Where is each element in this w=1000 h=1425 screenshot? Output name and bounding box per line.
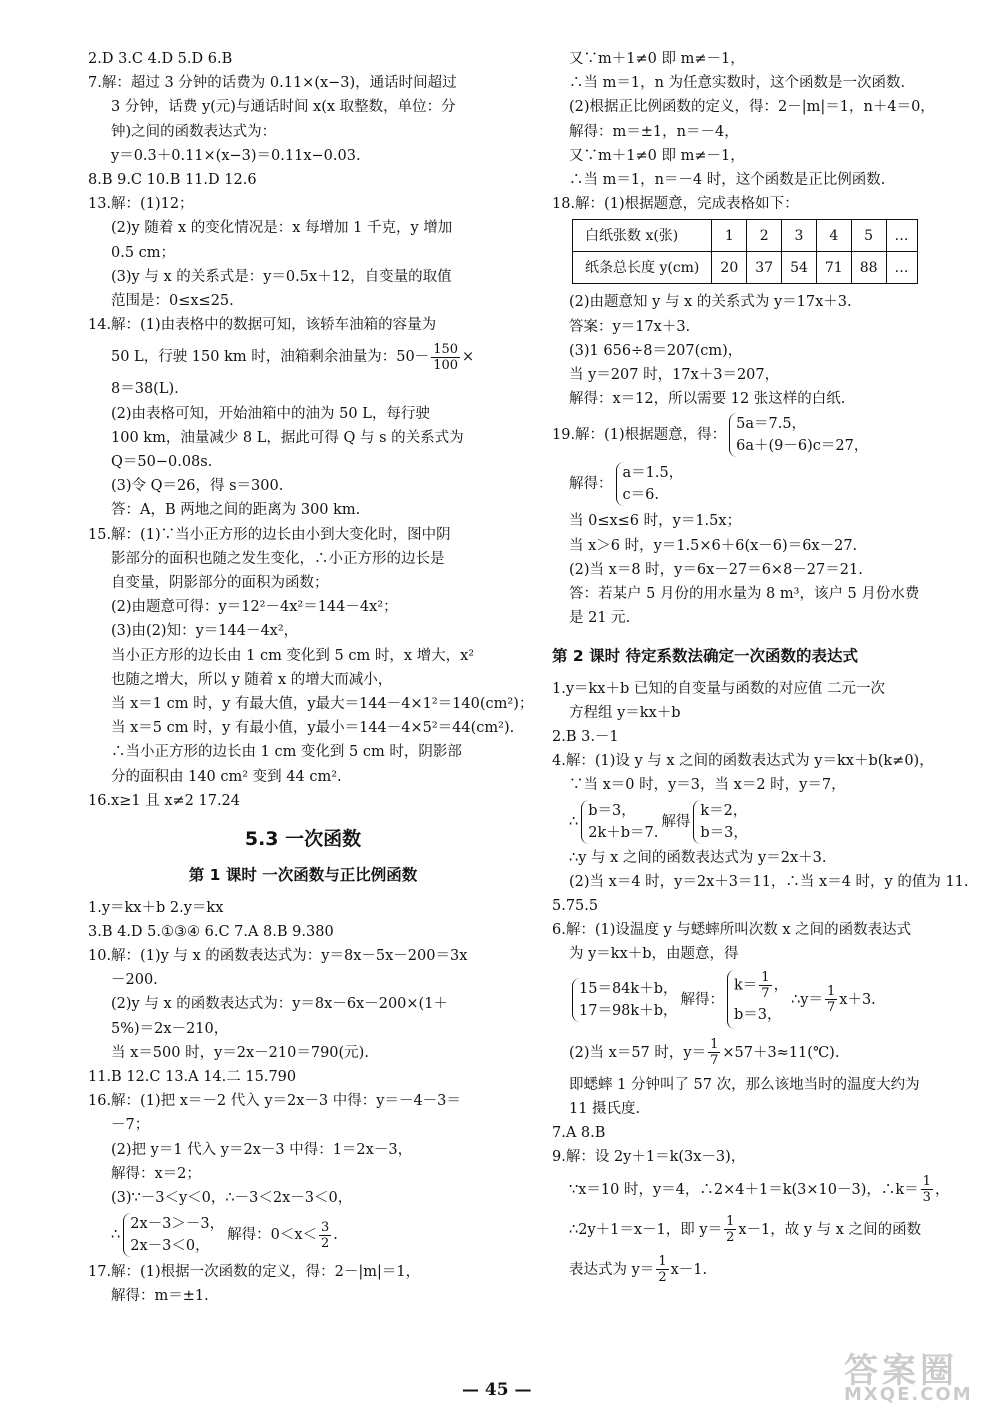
answer-line: ∴当 m＝1，n 为任意实数时，这个函数是一次函数. bbox=[569, 75, 906, 92]
answer-line: 解得：x＝2； bbox=[111, 1165, 201, 1182]
answer-line: 解得：m＝±1，n＝－4， bbox=[569, 123, 739, 140]
table-cell: 3 bbox=[782, 220, 817, 252]
answer-line: (2)y 与 x 的函数表达式为：y＝8x－6x－200×(1＋ bbox=[111, 996, 448, 1013]
answer-line: (2)当 x＝4 时，y＝2x＋3＝11，∴当 x＝4 时，y 的值为 11. bbox=[569, 873, 969, 890]
answer-line: 解得： a＝1.5， c＝6. bbox=[552, 459, 972, 509]
fraction: $\frac{1}{2}$ bbox=[658, 1254, 667, 1285]
equation-system: 15＝84k＋b， 17＝98k＋b， bbox=[572, 978, 677, 1022]
answer-line: ∴当小正方形的边长由 1 cm 变化到 5 cm 时，阴影部 bbox=[111, 744, 462, 761]
answer-line: 17.解：(1)根据一次函数的定义，得：2－|m|＝1， bbox=[88, 1264, 421, 1281]
answer-line: 为 y＝kx＋b，由题意，得 bbox=[569, 946, 739, 963]
answer-line: 4.解：(1)设 y 与 x 之间的函数表达式为 y＝kx＋b(k≠0)， bbox=[552, 753, 934, 770]
answer-line: 16.解：(1)把 x＝－2 代入 y＝2x－3 中得：y＝－4－3＝ bbox=[88, 1093, 461, 1110]
fraction: $\frac{1}{7}$ bbox=[826, 984, 836, 1016]
equation-system: a＝1.5， c＝6. bbox=[616, 462, 684, 506]
answer-line: (3)y 与 x 的关系式是：y＝0.5x＋12，自变量的取值 bbox=[111, 268, 452, 285]
answer-line: 影部分的面积也随之发生变化，∴小正方形的边长是 bbox=[111, 550, 445, 567]
answer-line: 自变量，阴影部分的面积为函数； bbox=[111, 575, 329, 592]
answer-line: 是 21 元. bbox=[569, 610, 631, 627]
table-cell: 白纸张数 x(张) bbox=[573, 220, 712, 252]
answer-line: －200. bbox=[111, 972, 158, 989]
answer-line: 答：A，B 两地之间的距离为 300 km. bbox=[111, 502, 361, 519]
answer-line: (2)当 x＝8 时，y＝6x－27＝6×8－27＝21. bbox=[569, 561, 863, 578]
answer-line: 16.x≥1 且 x≠2 17.24 bbox=[88, 792, 241, 809]
answer-line: (2)由题意可得：y＝12²－4x²＝144－4x²； bbox=[111, 599, 398, 616]
answer-line: 19.解：(1)根据题意，得： 5a＝7.5， 6a＋(9－6)c＝27， bbox=[552, 411, 972, 459]
answer-line: (2)由题意知 y 与 x 的关系式为 y＝17x＋3. bbox=[569, 294, 852, 311]
answer-line: (3)∵－3＜y＜0，∴－3＜2x－3＜0， bbox=[111, 1189, 353, 1206]
table-cell: 1 bbox=[712, 220, 747, 252]
answer-line: 14.解：(1)由表格中的数据可知，该轿车油箱的容量为 bbox=[88, 317, 437, 334]
equation-system: 2x－3＞－3， 2x－3＜0， bbox=[123, 1213, 224, 1257]
answer-line: (2)y 随着 x 的变化情况是：x 每增加 1 千克，y 增加 bbox=[111, 220, 453, 237]
answer-line: 9.解：设 2y＋1＝k(3x－3)， bbox=[552, 1149, 746, 1166]
answer-line: (2)当 x＝57 时，y＝ $\frac{1}{7}$ ×57＋3≈11(℃). bbox=[569, 1037, 840, 1069]
fraction: $\frac{150}{100}$ bbox=[433, 341, 459, 373]
answer-line: 11.B 12.C 13.A 14.二 15.790 bbox=[88, 1068, 297, 1085]
answer-line: －7； bbox=[111, 1117, 150, 1134]
answer-line: 当小正方形的边长由 1 cm 变化到 5 cm 时，x 增大，x² bbox=[111, 647, 475, 664]
lesson-title: 第 2 课时 待定系数法确定一次函数的表达式 bbox=[552, 647, 858, 666]
answer-line: 7.解：超过 3 分钟的话费为 0.11×(x−3)，通话时间超过 bbox=[88, 75, 457, 92]
answer-line: 当 y＝207 时，17x＋3＝207， bbox=[569, 367, 780, 384]
table-cell: 5 bbox=[851, 220, 886, 252]
answer-line: 3.B 4.D 5.①③④ 6.C 7.A 8.B 9.380 bbox=[88, 923, 334, 940]
answer-line: 当 x＝1 cm 时，y 有最大值，y最大＝144－4×1²＝140(cm²)； bbox=[111, 696, 534, 713]
equation-system: k＝2， b＝3， bbox=[693, 800, 748, 844]
answer-line: 8＝38(L). bbox=[111, 381, 179, 398]
answer-line: ∵当 x＝0 时，y＝3，当 x＝2 时，y＝7， bbox=[569, 777, 846, 794]
table-row bbox=[573, 252, 918, 284]
answer-line: 当 x＝5 cm 时，y 有最小值，y最小＝144－4×5²＝44(cm²). bbox=[111, 720, 515, 737]
answer-line: 0.5 cm； bbox=[111, 244, 176, 261]
answer-line: 又∵m＋1≠0 即 m≠－1， bbox=[569, 51, 745, 67]
data-table bbox=[572, 219, 918, 284]
fraction: $\frac{1}{7}$ bbox=[710, 1037, 719, 1069]
answer-line: 1.y＝kx＋b 2.y＝kx bbox=[88, 899, 224, 916]
page-number: — 45 — bbox=[462, 1380, 532, 1400]
answer-line: (2)根据正比例函数的定义，得：2－|m|＝1，n＋4＝0， bbox=[569, 99, 935, 116]
answer-line: 分的面积由 140 cm² 变到 44 cm². bbox=[111, 768, 342, 785]
answer-line: 11 摄氏度. bbox=[569, 1100, 641, 1117]
answer-line: ∴2y＋1＝x－1，即 y＝ $\frac{1}{2}$ x－1，故 y 与 x 之间的函数 bbox=[569, 1214, 922, 1245]
table-cell: 20 bbox=[712, 252, 747, 284]
answer-line: (3)令 Q＝26，得 s＝300. bbox=[111, 478, 284, 495]
answer-line: ∴y 与 x 之间的函数表达式为 y＝2x＋3. bbox=[569, 849, 827, 866]
answer-line: 又∵m＋1≠0 即 m≠－1， bbox=[569, 147, 745, 164]
table-cell: 71 bbox=[816, 252, 851, 284]
answer-line: 解得：x＝12，所以需要 12 张这样的白纸. bbox=[569, 391, 846, 408]
fraction: $\frac{1}{2}$ bbox=[726, 1214, 735, 1245]
right-column bbox=[552, 47, 972, 1290]
answer-line: ∴ b＝3， 2k＋b＝7. 解得 k＝2， b＝3， bbox=[552, 798, 972, 846]
answer-line: 解得：m＝±1. bbox=[111, 1288, 209, 1305]
answer-line: 即蟋蟀 1 分钟叫了 57 次，那么该地当时的温度大约为 bbox=[569, 1076, 920, 1093]
answer-line: 5%)＝2x－210， bbox=[111, 1020, 229, 1037]
answer-line: 15＝84k＋b， 17＝98k＋b， 解得： k＝ $\frac{1}{7}$ ， b＝3， ∴y＝ $\frac{1}{7}$ x＋3. bbox=[552, 967, 972, 1033]
answer-line: 范围是：0≤x≤25. bbox=[111, 293, 234, 310]
table-cell: 88 bbox=[851, 252, 886, 284]
fraction: $\frac{1}{3}$ bbox=[922, 1174, 931, 1205]
answer-line: 3 分钟，话费 y(元)与通话时间 x(x 取整数，单位：分 bbox=[111, 99, 456, 116]
answer-line: 2.D 3.C 4.D 5.D 6.B bbox=[88, 51, 233, 67]
answer-line: 当 0≤x≤6 时，y＝1.5x； bbox=[569, 513, 742, 530]
table-cell: 37 bbox=[747, 252, 782, 284]
answer-line: ∴当 m＝1，n＝－4 时，这个函数是正比例函数. bbox=[569, 172, 886, 189]
answer-line: y＝0.3＋0.11×(x−3)＝0.11x−0.03. bbox=[111, 147, 361, 164]
table-cell: 54 bbox=[782, 252, 817, 284]
answer-line: 方程组 y＝kx＋b bbox=[569, 704, 681, 721]
answer-line: 6.解：(1)设温度 y 与蟋蟀所叫次数 x 之间的函数表达式 bbox=[552, 922, 912, 939]
left-column bbox=[88, 47, 534, 1309]
answer-line: 10.解：(1)y 与 x 的函数表达式为：y＝8x－5x－200＝3x bbox=[88, 947, 468, 964]
answer-line: 当 x＞6 时，y＝1.5×6＋6(x－6)＝6x－27. bbox=[569, 537, 858, 554]
answer-line: 也随之增大，所以 y 随着 x 的增大而减小， bbox=[111, 671, 393, 688]
answer-line: 13.解：(1)12； bbox=[88, 196, 194, 213]
answer-line: ∴ 2x－3＞－3， 2x－3＜0， 解得：0＜x＜ $\frac{3}{2}$ . bbox=[88, 1210, 518, 1260]
answer-line: 7.A 8.B bbox=[552, 1125, 606, 1142]
answer-line: 钟)之间的函数表达式为： bbox=[111, 123, 277, 140]
answer-line: 18.解：(1)根据题意，完成表格如下： bbox=[552, 196, 799, 213]
answer-line: 5.75.5 bbox=[552, 898, 599, 915]
fraction: $\frac{1}{7}$ bbox=[761, 970, 770, 1002]
answer-line: 50 L，行驶 150 km 时，油箱剩余油量为：50－ $\frac{150}{100}$ × bbox=[111, 341, 475, 373]
equation-system: 5a＝7.5， 6a＋(9－6)c＝27， bbox=[729, 413, 868, 457]
answer-line: 2.B 3.－1 bbox=[552, 729, 619, 746]
table-cell: 4 bbox=[816, 220, 851, 252]
answer-line: 1.y＝kx＋b 已知的自变量与函数的对应值 二元一次 bbox=[552, 680, 885, 697]
table-row bbox=[573, 220, 918, 252]
table-cell: … bbox=[886, 252, 917, 284]
table-cell: 纸条总长度 y(cm) bbox=[573, 252, 712, 284]
answer-line: Q＝50−0.08s. bbox=[111, 454, 213, 471]
watermark-logo: 答案圈 MXQE.COM bbox=[844, 1351, 973, 1406]
answer-line: 答案：y＝17x＋3. bbox=[569, 318, 691, 335]
answer-line: (3)由(2)知：y＝144－4x²， bbox=[111, 623, 299, 640]
table-cell: 2 bbox=[747, 220, 782, 252]
answer-line: 8.B 9.C 10.B 11.D 12.6 bbox=[88, 172, 257, 189]
equation-system: b＝3， 2k＋b＝7. bbox=[581, 800, 658, 844]
lesson-title: 第 1 课时 一次函数与正比例函数 bbox=[188, 866, 418, 885]
answer-line: 答：若某户 5 月份的用水量为 8 m³，该户 5 月份水费 bbox=[569, 586, 920, 603]
equation-system: k＝ $\frac{1}{7}$ ， b＝3， bbox=[727, 970, 788, 1029]
section-title: 5.3 一次函数 bbox=[244, 828, 362, 851]
fraction: $\frac{3}{2}$ bbox=[321, 1219, 330, 1251]
answer-line: 表达式为 y＝ $\frac{1}{2}$ x－1. bbox=[569, 1254, 708, 1285]
answer-line: (2)把 y＝1 代入 y＝2x－3 中得：1＝2x－3， bbox=[111, 1141, 413, 1158]
answer-line: 100 km，油量减少 8 L，据此可得 Q 与 s 的关系式为 bbox=[111, 429, 464, 446]
table-cell: … bbox=[886, 220, 917, 252]
answer-line: 当 x＝500 时，y＝2x－210＝790(元). bbox=[111, 1044, 369, 1061]
answer-line: (2)由表格可知，开始油箱中的油为 50 L，每行驶 bbox=[111, 405, 430, 422]
answer-line: (3)1 656÷8＝207(cm)， bbox=[569, 342, 743, 359]
answer-line: 15.解：(1)∵当小正方形的边长由小到大变化时，图中阴 bbox=[88, 526, 451, 543]
answer-line: ∵x＝10 时，y＝4，∴2×4＋1＝k(3×10－3)，∴k＝ $\frac{1}{3}$ ， bbox=[569, 1174, 950, 1205]
